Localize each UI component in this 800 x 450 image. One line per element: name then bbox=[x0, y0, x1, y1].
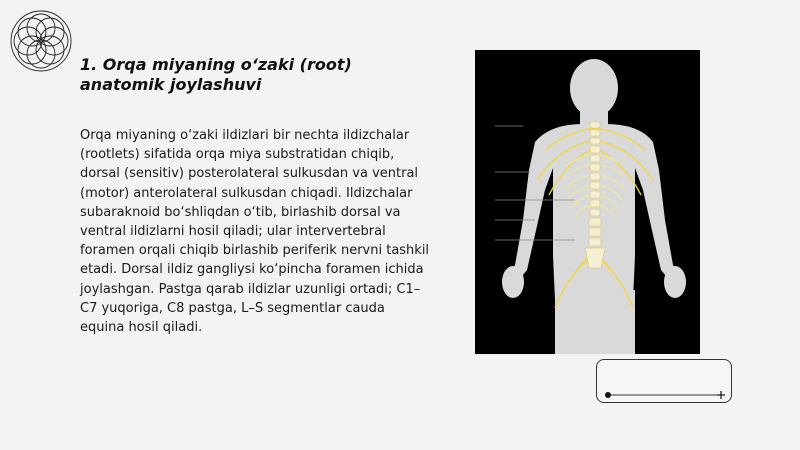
plus-icon[interactable] bbox=[717, 391, 725, 399]
slide-body-text: Orqa miyaning o‘zaki ildizlari bir nechta ildizchalar (rootlets) sifatida orqa miya substratidan chiqib, dorsal (sensitiv) posterolateral sulkusdan va ventral (motor) anterolateral sulkusdan chiqadi. Ildizchalar subaraknoid bo‘shliqdan o‘tib, birlashib dorsal va ventral ildizlarni hosil qiladi; ular intervertebral foramen orqali chiqib birlashib periferik nervni tashkil etadi. Dorsal ildiz gangliysi ko‘pincha foramen ichida joylashgan. Pastga qarab ildizlar uzunligi ortadi; C1–C7 yuqoriga, C8 pastga, L–S segmentlar cauda equina hosil qiladi. bbox=[80, 128, 430, 336]
media-player-bar[interactable] bbox=[596, 359, 732, 403]
circular-geometric-logo bbox=[6, 6, 76, 76]
record-dot-icon[interactable] bbox=[605, 392, 611, 398]
slide-title: 1. Orqa miyaning o‘zaki (root) anatomik joylashuvi bbox=[80, 55, 352, 94]
spinal-nerves-anatomy-illustration bbox=[475, 50, 700, 354]
spinal-anatomy-figure bbox=[475, 50, 700, 354]
